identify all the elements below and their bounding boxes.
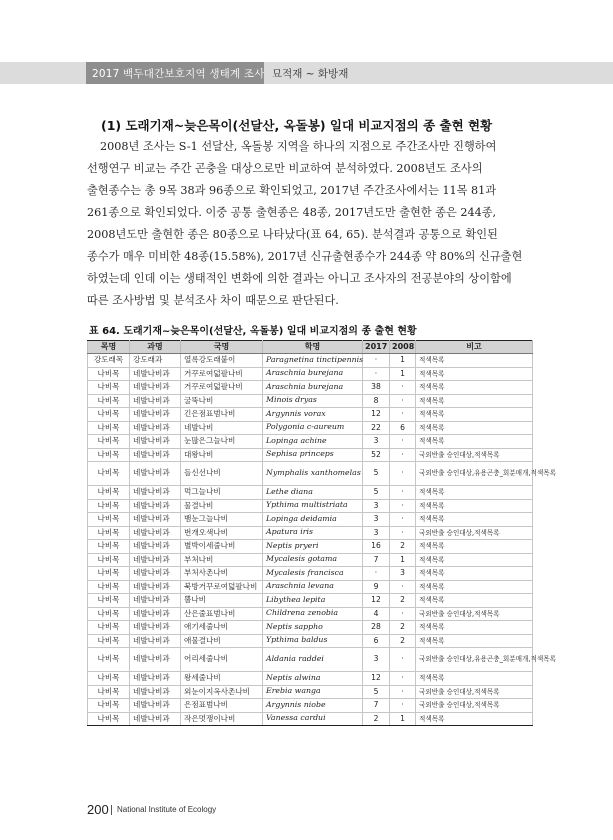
cell-2008: 1 xyxy=(390,712,416,726)
cell-2008: 3 xyxy=(390,567,416,581)
cell-2017: 3 xyxy=(363,499,390,513)
cell-order: 나비목 xyxy=(88,421,130,435)
cell-2017: 22 xyxy=(363,421,390,435)
cell-2008: · xyxy=(390,486,416,500)
cell-order: 나비목 xyxy=(88,634,130,648)
cell-2008: 1 xyxy=(390,553,416,567)
cell-2008: 1 xyxy=(390,367,416,381)
cell-2017: 28 xyxy=(363,621,390,635)
cell-order: 강도래목 xyxy=(88,354,130,368)
cell-korean-name: 굴뚝나비 xyxy=(181,394,263,408)
running-header-chapter: 묘적재 ~ 화방재 xyxy=(272,68,349,80)
cell-2008: · xyxy=(390,394,416,408)
cell-scientific-name: Araschnia burejana xyxy=(263,381,363,395)
cell-2017: 3 xyxy=(363,435,390,449)
cell-family: 네발나비과 xyxy=(130,567,181,581)
cell-2017: 6 xyxy=(363,634,390,648)
cell-order: 나비목 xyxy=(88,648,130,672)
cell-korean-name: 거꾸로여덟팔나비 xyxy=(181,381,263,395)
cell-family: 네발나비과 xyxy=(130,513,181,527)
cell-order: 나비목 xyxy=(88,448,130,462)
cell-scientific-name: Argynnis vorax xyxy=(263,408,363,422)
cell-2008: 2 xyxy=(390,594,416,608)
cell-scientific-name: Neptis pryeri xyxy=(263,540,363,554)
cell-2008: · xyxy=(390,448,416,462)
cell-korean-name: 별박이세줄나비 xyxy=(181,540,263,554)
cell-remarks: 적색목록 xyxy=(416,354,533,368)
cell-2017: 5 xyxy=(363,685,390,699)
cell-family: 네발나비과 xyxy=(130,499,181,513)
running-header-title: 2017 백두대간보호지역 생태계 조사 xyxy=(92,68,265,80)
cell-family: 네발나비과 xyxy=(130,462,181,486)
cell-scientific-name: Araschnia burejana xyxy=(263,367,363,381)
table-row xyxy=(88,448,533,462)
cell-family: 네발나비과 xyxy=(130,408,181,422)
cell-order: 나비목 xyxy=(88,381,130,395)
header-scientific-name: 학명 xyxy=(263,341,363,354)
table-row xyxy=(88,408,533,422)
body-line: 2008년 조사는 S-1 선달산, 옥돌봉 지역을 하나의 지점으로 주간조사만 진행하여 xyxy=(100,140,497,153)
cell-korean-name: 긴은점표범나비 xyxy=(181,408,263,422)
cell-scientific-name: Mycalesis francisca xyxy=(263,567,363,581)
cell-order: 나비목 xyxy=(88,408,130,422)
cell-scientific-name: Ypthima multistriata xyxy=(263,499,363,513)
cell-remarks: 국외반출 승인대상,적색목록 xyxy=(416,526,533,540)
header-order: 목명 xyxy=(88,341,130,354)
cell-2017: 5 xyxy=(363,462,390,486)
cell-family: 네발나비과 xyxy=(130,553,181,567)
cell-scientific-name: Vanessa cardui xyxy=(263,712,363,726)
cell-family: 네발나비과 xyxy=(130,594,181,608)
cell-family: 네발나비과 xyxy=(130,381,181,395)
cell-remarks: 적색목록 xyxy=(416,421,533,435)
table-row xyxy=(88,381,533,395)
cell-order: 나비목 xyxy=(88,499,130,513)
cell-2008: · xyxy=(390,435,416,449)
cell-korean-name: 뿔나비 xyxy=(181,594,263,608)
table-row xyxy=(88,499,533,513)
table-row xyxy=(88,462,533,486)
cell-2017: 2 xyxy=(363,712,390,726)
cell-korean-name: 먹그늘나비 xyxy=(181,486,263,500)
cell-scientific-name: Lopinga deidamia xyxy=(263,513,363,527)
header-korean-name: 국명 xyxy=(181,341,263,354)
cell-2017: · xyxy=(363,367,390,381)
cell-remarks: 적색목록 xyxy=(416,634,533,648)
cell-order: 나비목 xyxy=(88,594,130,608)
cell-remarks: 국외반출 승인대상,유용곤충_회분매개,적색목록 xyxy=(416,462,533,486)
body-line: 종수가 매우 미비한 48종(15.58%), 2017년 신규출현종수가 244종 약 80%의 신규출현 xyxy=(87,250,523,263)
cell-scientific-name: Erebia wanga xyxy=(263,685,363,699)
cell-2008: 1 xyxy=(390,354,416,368)
cell-remarks: 국외반출 승인대상,적색목록 xyxy=(416,685,533,699)
cell-scientific-name: Lopinga achine xyxy=(263,435,363,449)
cell-2008: · xyxy=(390,580,416,594)
table-row xyxy=(88,486,533,500)
cell-scientific-name: Paragnetina tinctipennis xyxy=(263,354,363,368)
table-row xyxy=(88,712,533,726)
cell-korean-name: 은점표범나비 xyxy=(181,699,263,713)
cell-2017: 8 xyxy=(363,394,390,408)
table-row xyxy=(88,435,533,449)
cell-korean-name: 대왕나비 xyxy=(181,448,263,462)
cell-scientific-name: Nymphalis xanthomelas xyxy=(263,462,363,486)
cell-scientific-name: Neptis sappho xyxy=(263,621,363,635)
cell-order: 나비목 xyxy=(88,367,130,381)
cell-order: 나비목 xyxy=(88,526,130,540)
cell-order: 나비목 xyxy=(88,513,130,527)
cell-korean-name: 애기세줄나비 xyxy=(181,621,263,635)
body-line: 출현종수는 총 9목 38과 96종으로 확인되었고, 2017년 주간조사에서는 11목 81과 xyxy=(87,184,497,197)
cell-remarks: 국외반출 승인대상,적색목록 xyxy=(416,607,533,621)
cell-remarks: 적색목록 xyxy=(416,499,533,513)
cell-order: 나비목 xyxy=(88,621,130,635)
table-row xyxy=(88,354,533,368)
cell-2008: · xyxy=(390,648,416,672)
cell-korean-name: 북방거꾸로여덟팔나비 xyxy=(181,580,263,594)
cell-scientific-name: Minois dryas xyxy=(263,394,363,408)
cell-korean-name: 열록강도래붙이 xyxy=(181,354,263,368)
cell-2017: 52 xyxy=(363,448,390,462)
cell-order: 나비목 xyxy=(88,567,130,581)
cell-2017: 38 xyxy=(363,381,390,395)
cell-2017: 16 xyxy=(363,540,390,554)
table-row xyxy=(88,594,533,608)
header-2017: 2017 xyxy=(363,341,390,354)
cell-order: 나비목 xyxy=(88,672,130,686)
table-row xyxy=(88,685,533,699)
cell-remarks: 적색목록 xyxy=(416,408,533,422)
cell-2008: · xyxy=(390,408,416,422)
cell-2017: 7 xyxy=(363,699,390,713)
cell-korean-name: 들신선나비 xyxy=(181,462,263,486)
cell-2017: 3 xyxy=(363,526,390,540)
table-row xyxy=(88,540,533,554)
cell-family: 네발나비과 xyxy=(130,526,181,540)
cell-scientific-name: Aldania raddei xyxy=(263,648,363,672)
cell-scientific-name: Ypthima baldus xyxy=(263,634,363,648)
cell-scientific-name: Araschnia levana xyxy=(263,580,363,594)
cell-korean-name: 어리세줄나비 xyxy=(181,648,263,672)
cell-remarks: 적색목록 xyxy=(416,567,533,581)
cell-family: 네발나비과 xyxy=(130,486,181,500)
table-row xyxy=(88,367,533,381)
body-line: 하였는데 인데 이는 생태적인 변화에 의한 결과는 아니고 조사자의 전공분야의 상이함에 xyxy=(87,272,512,285)
cell-remarks: 적색목록 xyxy=(416,594,533,608)
cell-korean-name: 외눈이지옥사촌나비 xyxy=(181,685,263,699)
cell-family: 강도래과 xyxy=(130,354,181,368)
cell-family: 네발나비과 xyxy=(130,448,181,462)
page-number: 200 xyxy=(87,802,109,817)
cell-korean-name: 부처사촌나비 xyxy=(181,567,263,581)
table-row xyxy=(88,648,533,672)
cell-family: 네발나비과 xyxy=(130,367,181,381)
cell-2008: · xyxy=(390,513,416,527)
body-line: 선행연구 비교는 주간 곤충을 대상으로만 비교하여 분석하였다. 2008년도 조사의 xyxy=(87,162,483,175)
cell-2008: 2 xyxy=(390,634,416,648)
cell-family: 네발나비과 xyxy=(130,580,181,594)
header-family: 과명 xyxy=(130,341,181,354)
cell-order: 나비목 xyxy=(88,435,130,449)
table-row xyxy=(88,580,533,594)
cell-2017: · xyxy=(363,354,390,368)
cell-scientific-name: Argynnis niobe xyxy=(263,699,363,713)
cell-scientific-name: Polygonia c-aureum xyxy=(263,421,363,435)
cell-family: 네발나비과 xyxy=(130,648,181,672)
body-line: 261종으로 확인되었다. 이중 공통 출현종은 48종, 2017년도만 출현한 종은 244종, xyxy=(87,206,497,219)
cell-korean-name: 부처나비 xyxy=(181,553,263,567)
cell-2008: · xyxy=(390,499,416,513)
table-row xyxy=(88,672,533,686)
body-line: 2008년도만 출현한 종은 80종으로 나타났다(표 64, 65). 분석결과 공통으로 확인된 xyxy=(87,228,498,241)
cell-family: 네발나비과 xyxy=(130,621,181,635)
cell-2017: 3 xyxy=(363,648,390,672)
cell-2017: 12 xyxy=(363,594,390,608)
cell-2008: · xyxy=(390,699,416,713)
cell-scientific-name: Neptis alwina xyxy=(263,672,363,686)
cell-order: 나비목 xyxy=(88,685,130,699)
cell-remarks: 적색목록 xyxy=(416,435,533,449)
cell-order: 나비목 xyxy=(88,580,130,594)
cell-remarks: 적색목록 xyxy=(416,381,533,395)
cell-korean-name: 뱀눈그늘나비 xyxy=(181,513,263,527)
section-title: (1) 도래기재~늦은목이(선달산, 옥돌봉) 일대 비교지점의 종 출현 현황 xyxy=(101,118,493,133)
cell-scientific-name: Libythea lepita xyxy=(263,594,363,608)
cell-remarks: 적색목록 xyxy=(416,672,533,686)
cell-2008: 2 xyxy=(390,621,416,635)
cell-2017: 12 xyxy=(363,672,390,686)
cell-2017: 12 xyxy=(363,408,390,422)
cell-family: 네발나비과 xyxy=(130,394,181,408)
table-row xyxy=(88,421,533,435)
cell-scientific-name: Lethe diana xyxy=(263,486,363,500)
table-row xyxy=(88,607,533,621)
cell-family: 네발나비과 xyxy=(130,712,181,726)
cell-family: 네발나비과 xyxy=(130,634,181,648)
cell-order: 나비목 xyxy=(88,553,130,567)
cell-2008: 6 xyxy=(390,421,416,435)
cell-2008: · xyxy=(390,607,416,621)
cell-family: 네발나비과 xyxy=(130,685,181,699)
cell-order: 나비목 xyxy=(88,712,130,726)
cell-scientific-name: Mycalesis gotama xyxy=(263,553,363,567)
table-row xyxy=(88,394,533,408)
footer-divider xyxy=(111,805,112,815)
cell-2017: 5 xyxy=(363,486,390,500)
cell-remarks: 적색목록 xyxy=(416,712,533,726)
table-row xyxy=(88,553,533,567)
cell-remarks: 적색목록 xyxy=(416,621,533,635)
cell-remarks: 국외반출 승인대상,적색목록 xyxy=(416,699,533,713)
cell-order: 나비목 xyxy=(88,462,130,486)
cell-remarks: 국외반출 승인대상,적색목록 xyxy=(416,448,533,462)
cell-remarks: 국외반출 승인대상,유용곤충_회분매개,적색목록 xyxy=(416,648,533,672)
cell-scientific-name: Sephisa princeps xyxy=(263,448,363,462)
cell-2017: 3 xyxy=(363,513,390,527)
cell-scientific-name: Apatura iris xyxy=(263,526,363,540)
cell-korean-name: 산은줄표범나비 xyxy=(181,607,263,621)
table-row xyxy=(88,513,533,527)
body-paragraph xyxy=(87,136,531,312)
cell-remarks: 적색목록 xyxy=(416,553,533,567)
table-row xyxy=(88,526,533,540)
body-line: 따른 조사방법 및 분석조사 차이 때문으로 판단된다. xyxy=(87,294,339,307)
cell-family: 네발나비과 xyxy=(130,672,181,686)
cell-korean-name: 물결나비 xyxy=(181,499,263,513)
cell-2008: · xyxy=(390,526,416,540)
cell-2008: · xyxy=(390,381,416,395)
species-table xyxy=(87,340,556,726)
cell-2008: 2 xyxy=(390,540,416,554)
cell-korean-name: 눈많은그늘나비 xyxy=(181,435,263,449)
cell-2008: · xyxy=(390,462,416,486)
cell-scientific-name: Childrena zenobia xyxy=(263,607,363,621)
cell-family: 네발나비과 xyxy=(130,699,181,713)
cell-order: 나비목 xyxy=(88,540,130,554)
cell-2017: 7 xyxy=(363,553,390,567)
table-header-row xyxy=(88,341,533,354)
cell-korean-name: 번개오색나비 xyxy=(181,526,263,540)
cell-order: 나비목 xyxy=(88,607,130,621)
cell-remarks: 적색목록 xyxy=(416,394,533,408)
cell-2008: · xyxy=(390,672,416,686)
cell-korean-name: 네발나비 xyxy=(181,421,263,435)
cell-2017: 4 xyxy=(363,607,390,621)
cell-order: 나비목 xyxy=(88,486,130,500)
cell-remarks: 적색목록 xyxy=(416,580,533,594)
cell-korean-name: 거꾸로여덟팔나비 xyxy=(181,367,263,381)
cell-2017: · xyxy=(363,567,390,581)
cell-2008: · xyxy=(390,685,416,699)
table-row xyxy=(88,567,533,581)
header-2008: 2008 xyxy=(390,341,416,354)
cell-order: 나비목 xyxy=(88,394,130,408)
cell-remarks: 적색목록 xyxy=(416,540,533,554)
cell-korean-name: 작은멋쟁이나비 xyxy=(181,712,263,726)
cell-korean-name: 왕세줄나비 xyxy=(181,672,263,686)
footer-institute: National Institute of Ecology xyxy=(117,805,217,814)
table-row xyxy=(88,621,533,635)
table-row xyxy=(88,699,533,713)
cell-family: 네발나비과 xyxy=(130,421,181,435)
table-row xyxy=(88,634,533,648)
cell-korean-name: 애물결나비 xyxy=(181,634,263,648)
cell-family: 네발나비과 xyxy=(130,540,181,554)
cell-remarks: 적색목록 xyxy=(416,513,533,527)
cell-remarks: 적색목록 xyxy=(416,367,533,381)
cell-family: 네발나비과 xyxy=(130,607,181,621)
cell-family: 네발나비과 xyxy=(130,435,181,449)
cell-order: 나비목 xyxy=(88,699,130,713)
table-caption: 표 64. 도래기재~늦은목이(선달산, 옥돌봉) 일대 비교지점의 종 출현 현황 xyxy=(89,326,417,337)
cell-2017: 9 xyxy=(363,580,390,594)
cell-remarks: 적색목록 xyxy=(416,486,533,500)
header-remarks: 비고 xyxy=(416,341,533,354)
